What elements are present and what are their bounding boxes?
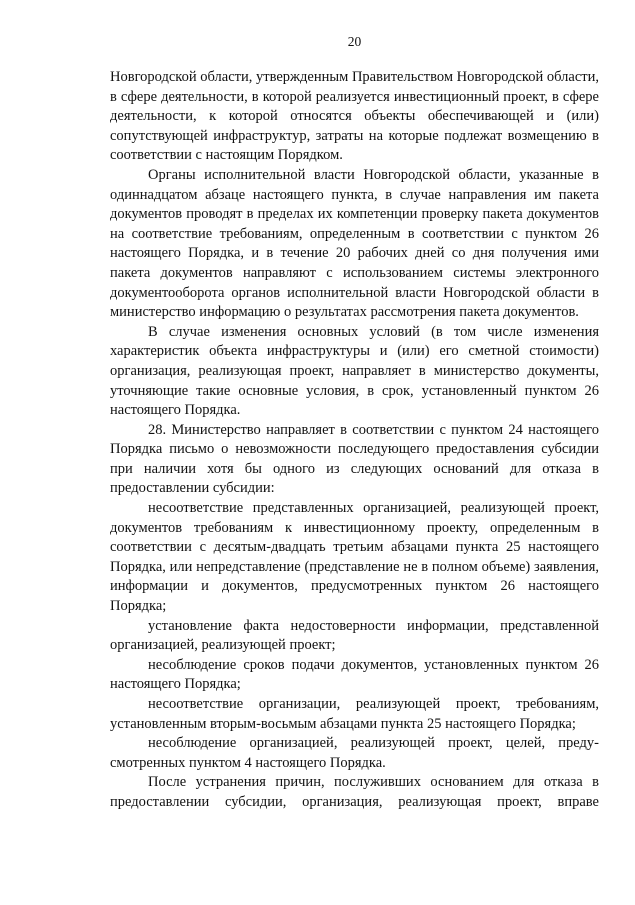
paragraph: Новгородской области, утвержденным Правительством Новгородской области, в сфере деятельности, в которой реализуется инвестиционный проект, в сфере деятельности, к которой относятся объекты обеспечивающей и (или) сопутствующей инфраструктур, затраты на которые подлежат возмещению в соответствии с настоящим Порядком.: [110, 69, 599, 164]
paragraph: После устранения причин, послуживших основанием для отказа в предоставлении субсидии, организация, реализующая проект, вправе: [110, 774, 599, 810]
paragraph: В случае изменения основных условий (в том числе изменения характеристик объекта инфраструктуры и (или) его сметной стоимости) организация, реализующая проект, направляет в министерство документы, уточняющие такие основные условия, в срок, установленный пунктом 26 настоящего Порядка.: [110, 323, 599, 419]
paragraph: 28. Министерство направляет в соответствии с пунктом 24 настоящего Порядка письмо о невозможности последующего предоставления субсидии при наличии хотя бы одного из следующих оснований для отказа в предоставлении субсидии:: [110, 421, 599, 497]
paragraph: несоблюдение организацией, реализующей проект, целей, преду-смотренных пунктом 4 настоящего Порядка.: [110, 735, 599, 771]
paragraph: несоблюдение сроков подачи документов, установленных пунктом 26 настоящего Порядка;: [110, 656, 599, 693]
paragraph: несоответствие представленных организацией, реализующей проект, документов требованиям к инвестиционному проекту, определенным в соответствии с десятым-двадцать третьим абзацами пункта 25 настоящего Порядка, или непредставление (представление не в полном объеме) заявления, информации и документов, предусмотренных пунктом 26 настоящего Порядка;: [110, 500, 599, 615]
paragraph: несоответствие организации, реализующей проект, требованиям, установленным вторым-восьмым абзацами пункта 25 настоящего Порядка;: [110, 696, 599, 732]
paragraph: установление факта недостоверности информации, представленной организацией, реализующей проект;: [110, 617, 599, 654]
document-body: [110, 68, 599, 813]
page-number: 20: [347, 34, 362, 49]
paragraph: Органы исполнительной власти Новгородской области, указанные в одиннадцатом абзаце настоящего пункта, в случае направления им пакета документов проводят в пределах их компетенции проверку пакета документов на соответствие требованиям, определенным в соответствии с пунктом 26 настоящего Порядка, и в течение 20 рабочих дней со дня получения ими пакета документов направляют с использованием системы электронного документооборота органов исполнительной власти Новгородской области в министерство информацию о результатах рассмотрения пакета документов.: [110, 166, 599, 321]
